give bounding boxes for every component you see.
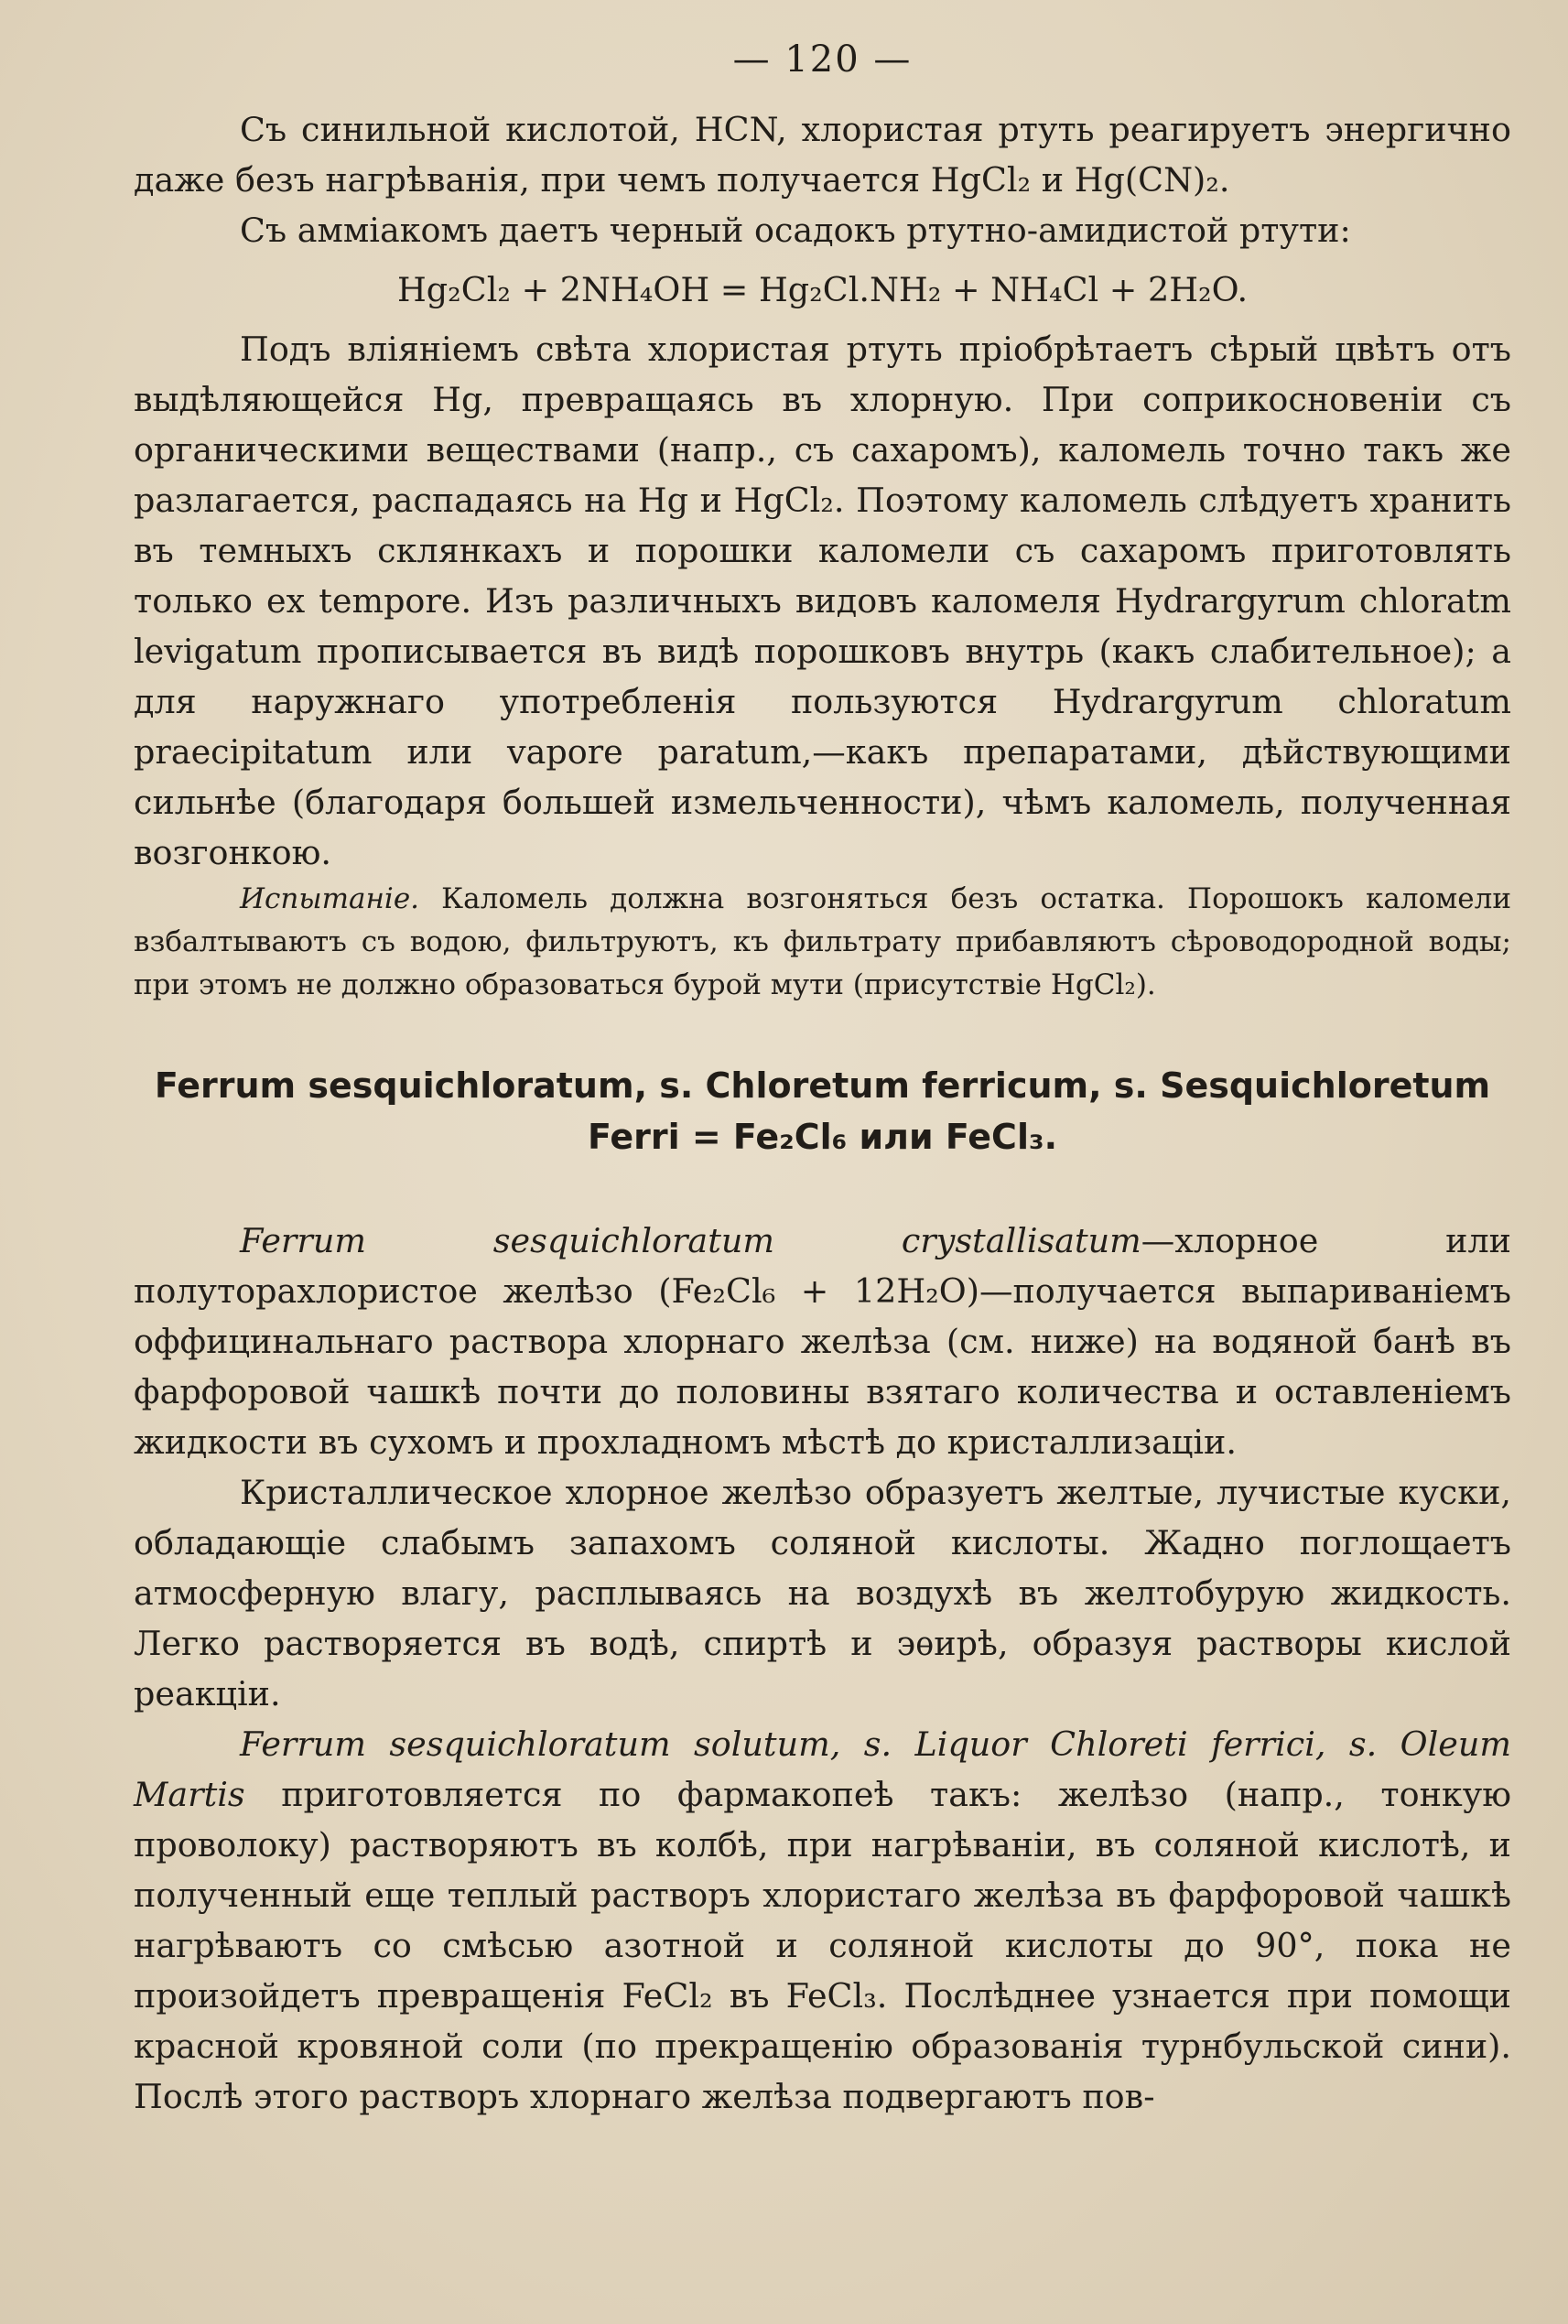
paragraph-properties: Кристаллическое хлорное желѣзо образуетъ желтые, лучистые куски, обладающіе слабымъ запахомъ соляной кислоты. Жадно поглощаетъ атмосферную влагу, расплываясь на воздухѣ въ желтобурую жидкость. Легко растворяется въ водѣ, спиртѣ и эѳирѣ, образуя растворы кислой реакціи. [134, 1473, 1511, 1713]
heading-line-2: Ferri = Fe₂Cl₆ или FeCl₃. [587, 1117, 1058, 1157]
solutum-text: приготовляется по фармакопеѣ такъ: желѣзо (напр., тонкую проволоку) растворяютъ въ колбѣ, при нагрѣваніи, въ соляной кислотѣ, и полученный еще теплый растворъ хлористаго желѣза въ фарфоровой чашкѣ нагрѣваютъ со смѣсью азотной и соляной кислоты до 90°, пока не произойдетъ превращенія FeCl₂ въ FeCl₃. Послѣднее узнается при помощи красной кровяной соли (по прекращенію образованія турнбульской сини). Послѣ этого растворъ хлорнаго желѣза подвергаютъ пов- [134, 1775, 1511, 2116]
test-text: Каломель должна возгоняться безъ остатка. Порошокъ каломели взбалтываютъ съ водою, фильтруютъ, къ фильтрату прибавляютъ сѣроводородной воды; при этомъ не должно образоваться бурой мути (присутствіе HgCl₂). [134, 882, 1511, 1001]
paragraph-light-effect: Подъ вліяніемъ свѣта хлористая ртуть пріобрѣтаетъ сѣрый цвѣтъ отъ выдѣляющейся Hg, превращаясь въ хлорную. При соприкосновеніи съ органическими веществами (напр., съ сахаромъ), каломель точно такъ же разлагается, распадаясь на Hg и HgCl₂. Поэтому каломель слѣдуетъ хранить въ темныхъ склянкахъ и порошки каломели съ сахаромъ приготовлять только ex tempore. Изъ различныхъ видовъ каломеля Hydrargyrum chloratm levigatum прописывается въ видѣ порошковъ внутрь (какъ слабительное); а для наружнаго употребленія пользуются Hydrargyrum chloratum praecipitatum или vapore paratum,—какъ препаратами, дѣйствующими сильнѣе (благодаря большей измельченности), чѣмъ каломель, полученная возгонкою. [134, 330, 1511, 872]
paragraph-solutum [134, 1719, 1511, 2122]
chemical-equation: Hg₂Cl₂ + 2NH₄OH = Hg₂Cl.NH₂ + NH₄Cl + 2H₂O. [396, 270, 1249, 309]
paragraph-test [134, 878, 1511, 1007]
heading-line-1: Ferrum sesquichloratum, s. Chloretum ferricum, s. Sesquichloretum [154, 1065, 1491, 1106]
solutum-term: Ferrum sesquichloratum solutum, s. Liquor Chloreti ferrici, s. Oleum Martis [134, 1724, 1511, 1814]
section-heading [134, 1060, 1511, 1162]
test-lead-word: Испытаніе. [240, 882, 420, 915]
page-number: — 120 — [732, 38, 913, 81]
paragraph-hcn-reaction: Съ синильной кислотой, HCN, хлористая ртуть реагируетъ энергично даже безъ нагрѣванія, при чемъ получается HgCl₂ и Hg(CN)₂. [134, 110, 1511, 200]
crystallisatum-term: Ferrum sesquichloratum crystallisatum [240, 1221, 1141, 1260]
paragraph-crystallisatum [134, 1216, 1511, 1467]
crystallisatum-text: —хлорное или полуторахлористое желѣзо (Fe₂Cl₆ + 12H₂O)—получается выпариваніемъ оффицинальнаго раствора хлорнаго желѣза (см. ниже) на водяной банѣ въ фарфоровой чашкѣ почти до половины взятаго количества и оставленіемъ жидкости въ сухомъ и прохладномъ мѣстѣ до кристаллизаціи. [134, 1221, 1511, 1462]
paragraph-ammonia-reaction: Съ амміакомъ даетъ черный осадокъ ртутно-амидистой ртути: [240, 211, 1351, 250]
